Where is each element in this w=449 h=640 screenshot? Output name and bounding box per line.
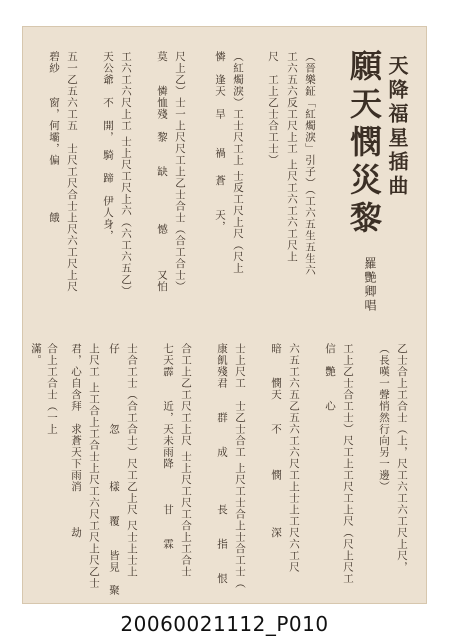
- upper-column: 五一乙五六工五 士尺工尺合士上尺六工尺上尺: [66, 51, 78, 293]
- upper-column: 尺 工上乙士合工士）: [267, 51, 279, 166]
- song-subtitle: 天降福星插曲: [385, 55, 409, 199]
- lower-column: 仔 忽 樣 覆 皆見 聚: [108, 343, 120, 596]
- lower-column: 士上尺工 士乙士合工 上尺工士合上士合工士（: [234, 343, 246, 589]
- lower-column: 合工上乙工尺工上尺 士上尺工尺工合上工合士: [180, 343, 192, 578]
- scanned-page: [22, 26, 427, 604]
- lower-column: 康飢殘君 群 成 長 指 恨: [216, 343, 228, 585]
- song-title: 願天憫災黎: [345, 49, 383, 239]
- upper-column: （紅燭淚）工士尺工上 士反工尺上尺（尺上: [232, 51, 244, 274]
- lower-column: 滿。: [30, 343, 42, 366]
- upper-column: （晉樂鉦「紅燭淚」引子）（工六五生五生六: [304, 51, 316, 276]
- upper-column: 憐 逢天 旱 禍 蒼 天，: [214, 51, 226, 233]
- lower-column: 君，心自含拜 求蒼天下雨消 劫: [70, 343, 82, 539]
- archive-id-caption: 20060021112_P010: [120, 612, 329, 636]
- lower-column: 乙士合上工合士（上，尺工六工六工尺上尺，: [396, 343, 408, 573]
- upper-column: 工六五六反工尺上工 上尺工六工六工尺上: [286, 51, 298, 263]
- upper-column: 工六工六尺上工 士上尺工尺上六（六工六五乙）: [120, 51, 132, 297]
- upper-column: 碧紗 窗，何壩，偏 餓: [48, 51, 60, 224]
- lower-column: （長嘆一聲悄然行向另一邊）: [378, 343, 390, 493]
- lower-column: 士合工士（合工合士）尺工乙上尺 尺士上士上: [126, 343, 138, 578]
- lower-column: 信 艷 心: [324, 343, 336, 412]
- lower-column: 上尺工 上工合上工合士上尺工六尺工尺上尺乙士: [88, 343, 100, 589]
- singer-credit: 羅艷卿唱: [363, 257, 377, 313]
- upper-column: 莫 憐恤殘 黎 缺 憾 又怕: [156, 51, 168, 293]
- lower-column: 合上工合士（一上: [46, 343, 58, 435]
- upper-column: 天公爺 不 開， 騎 蹄 伊人身，: [102, 51, 114, 242]
- lower-column: 暗 憫天 不 憫 深: [270, 343, 282, 539]
- lower-column: 七天霹 近，天未雨降 甘 霖: [162, 343, 174, 550]
- lower-column: 六五工六五乙五六工六尺工上士上工尺六工尺: [288, 343, 300, 573]
- lower-column: 工上乙士合工士）尺工上工尺工上尺（尺上尺工: [342, 343, 354, 585]
- upper-column: 尺上乙）士一上尺尺工上乙士合士（合工合士）: [174, 51, 186, 293]
